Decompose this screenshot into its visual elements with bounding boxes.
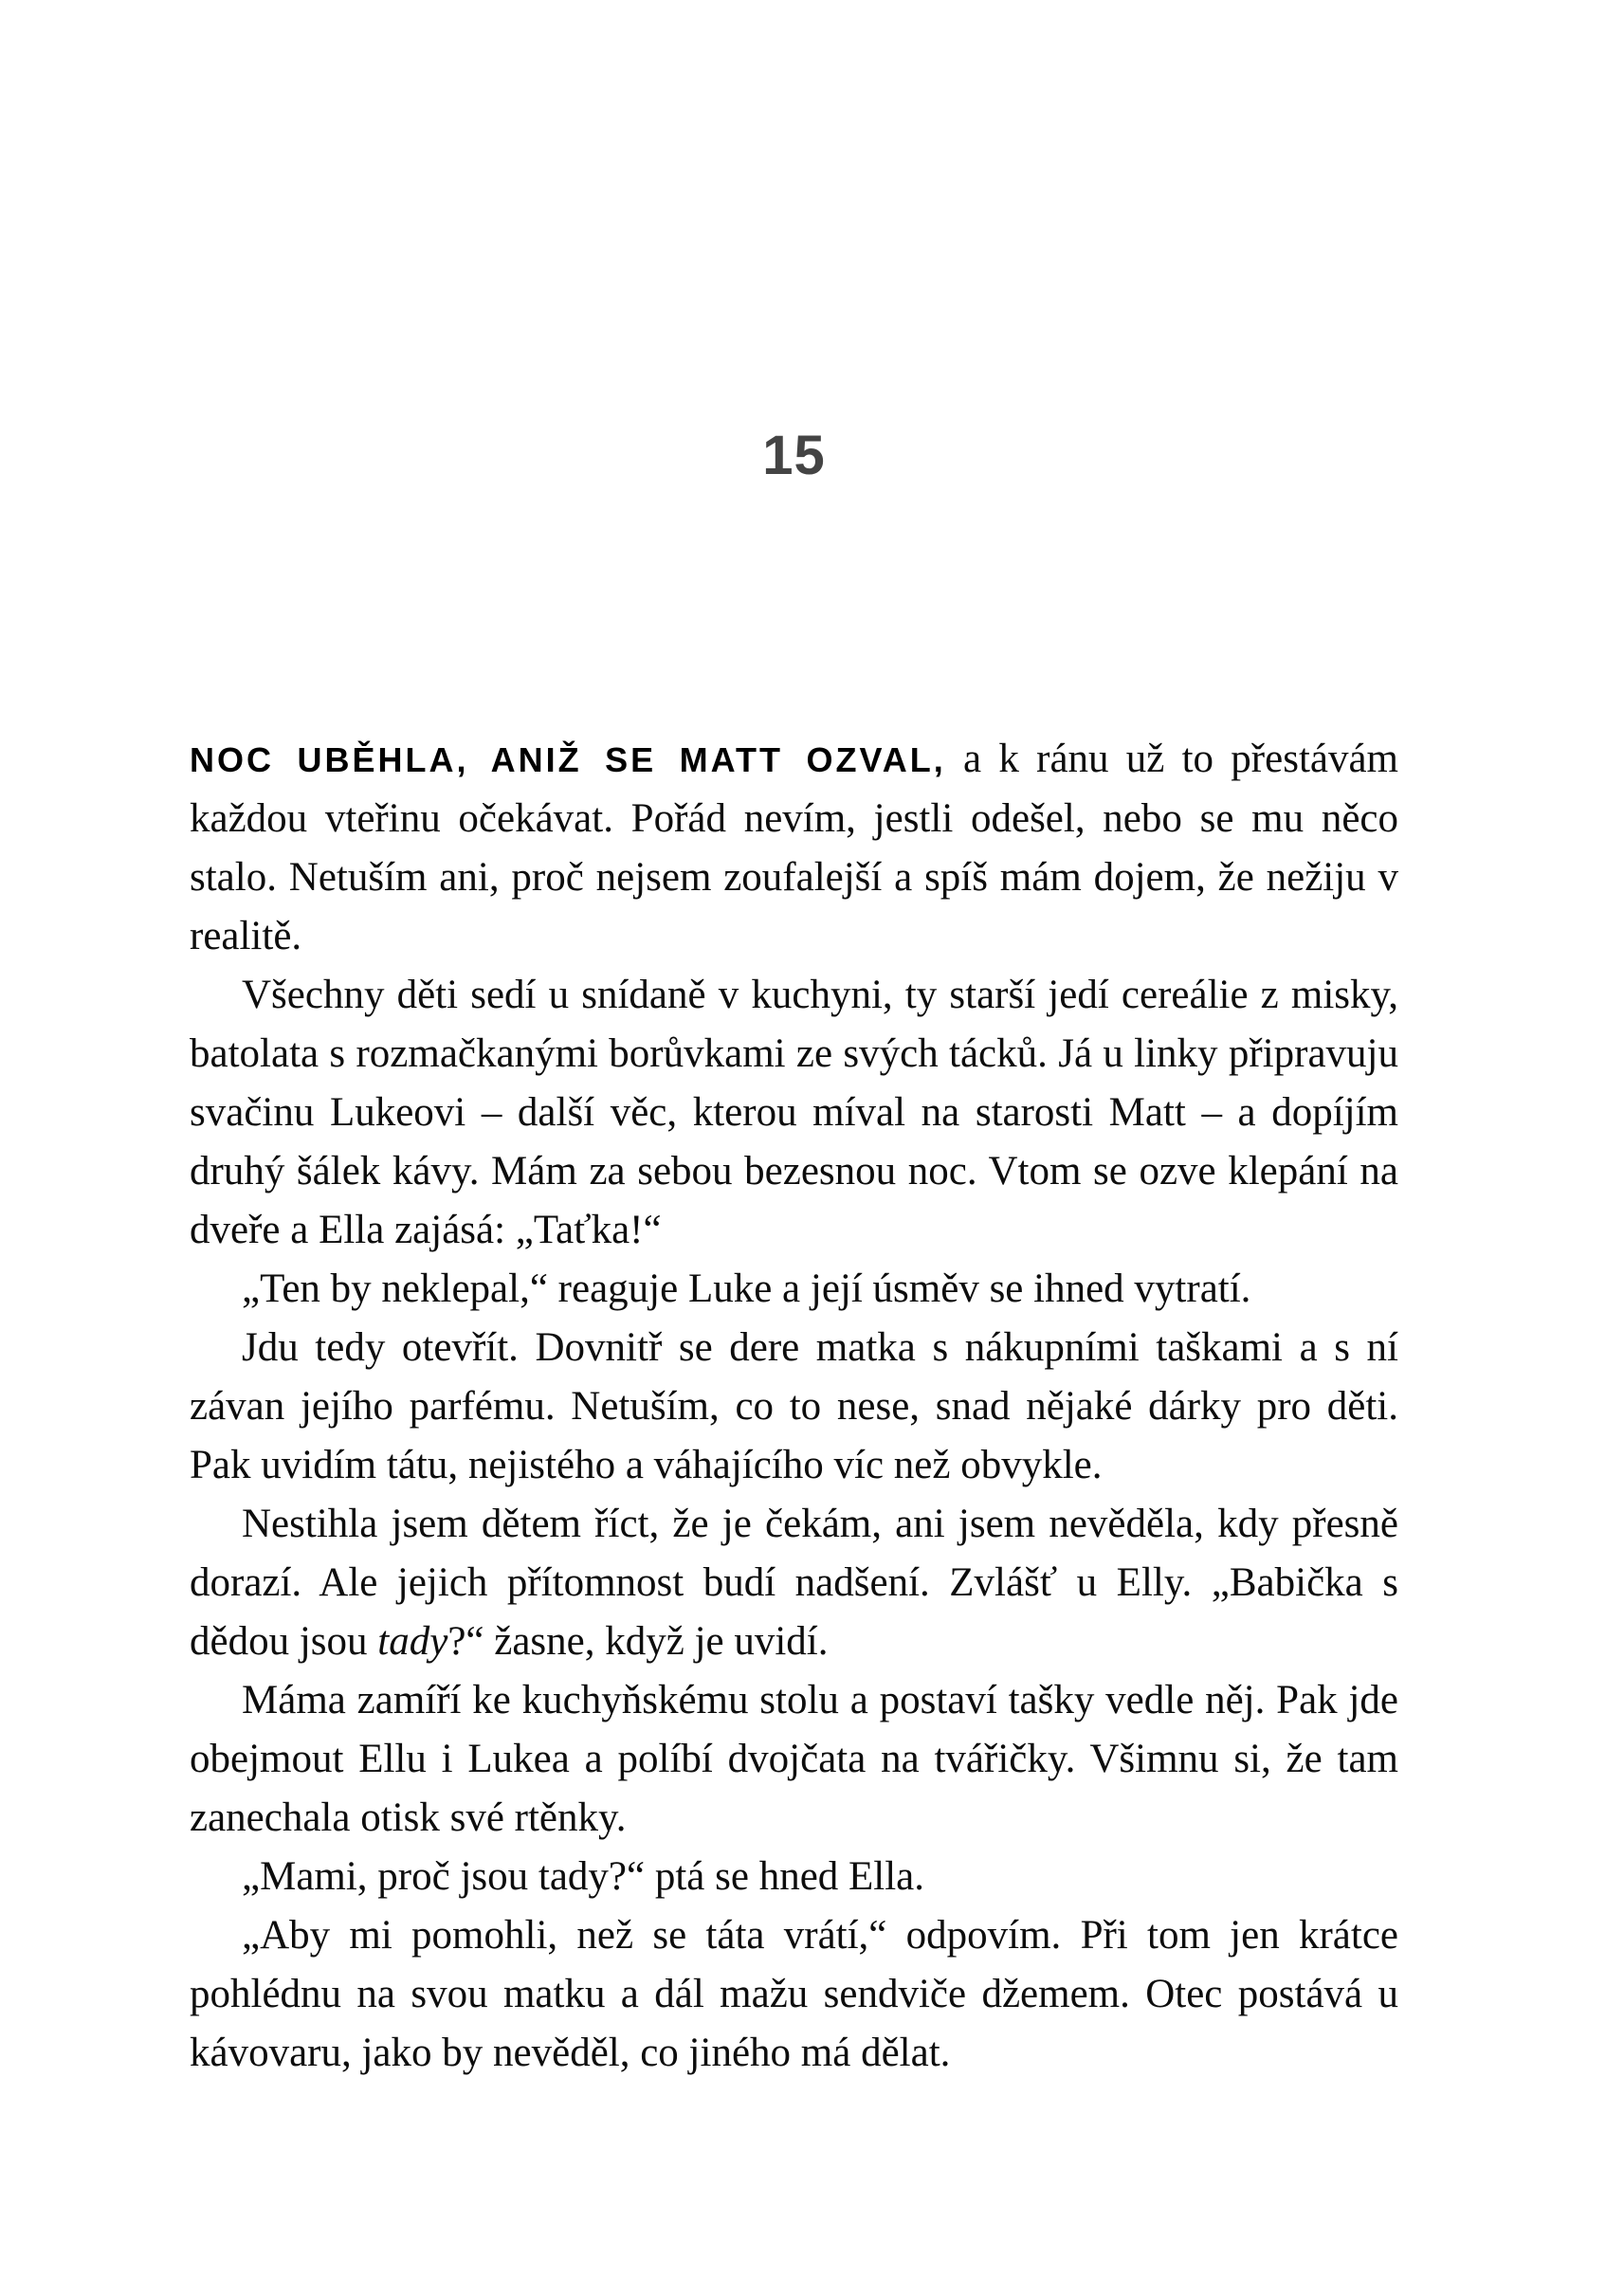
paragraph-text: tady <box>377 1619 448 1664</box>
paragraph-text: a k ránu už to přestávám každou vteřinu očekávat. Pořád nevím, jestli odešel, nebo se mu něco stalo. Netuším ani, proč nejsem zoufalejší a spíš mám dojem, že nežiju v realitě. <box>190 737 1399 958</box>
paragraph-text: ?“ žasne, když je uvidí. <box>447 1619 829 1664</box>
paragraph-text: Nestihla jsem dětem říct, že je čekám, ani jsem nevěděla, kdy přesně dorazí. Ale jejich přítomnost budí nadšení. Zvlášť u Elly. „Babička s dědou jsou <box>190 1502 1398 1664</box>
chapter-number: 15 <box>762 425 826 486</box>
paragraph <box>190 1319 1398 1495</box>
paragraph-text: Máma zamíří ke kuchyňskému stolu a postaví tašky vedle něj. Pak jde obejmout Ellu i Lukea a políbí dvojčata na tvářičky. Všimnu si, že tam zanechala otisk své rtěnky. <box>190 1678 1398 1840</box>
paragraph <box>190 1848 1398 1906</box>
paragraph-text: Jdu tedy otevřít. Dovnitř se dere matka s nákupními taškami a s ní závan jejího parfému. Netuším, co to nese, snad nějaké dárky pro děti. Pak uvidím tátu, nejistého a váhajícího víc než obvykle. <box>190 1325 1398 1487</box>
paragraph-text: „Ten by neklepal,“ reaguje Luke a její úsměv se ihned vytratí. <box>242 1266 1251 1311</box>
paragraph <box>190 1260 1398 1319</box>
paragraph <box>190 966 1398 1260</box>
paragraph-text: Všechny děti sedí u snídaně v kuchyni, ty starší jedí cereálie z misky, batolata s rozmačkanými borůvkami ze svých tácků. Já u linky připravuju svačinu Lukeovi – další věc, kterou míval na starosti Matt – a dopíjím druhý šálek kávy. Mám za sebou bezesnou noc. Vtom se ozve klepání na dveře a Ella zajásá: „Taťka!“ <box>190 973 1398 1252</box>
paragraph-text: „Aby mi pomohli, než se táta vrátí,“ odpovím. Při tom jen krátce pohlédnu na svou matku a dál mažu sendviče džemem. Otec postává u kávovaru, jako by nevěděl, co jiného má dělat. <box>190 1913 1398 2075</box>
paragraph <box>190 1671 1398 1848</box>
paragraph <box>190 730 1398 966</box>
paragraph <box>190 1906 1398 2083</box>
text-block <box>190 730 1398 2083</box>
paragraph <box>190 1495 1398 1671</box>
paragraph-text: „Mami, proč jsou tady?“ ptá se hned Ella. <box>242 1854 925 1899</box>
paragraph-lead-in: NOC UBĚHLA, ANIŽ SE MATT OZVAL, <box>190 740 946 779</box>
